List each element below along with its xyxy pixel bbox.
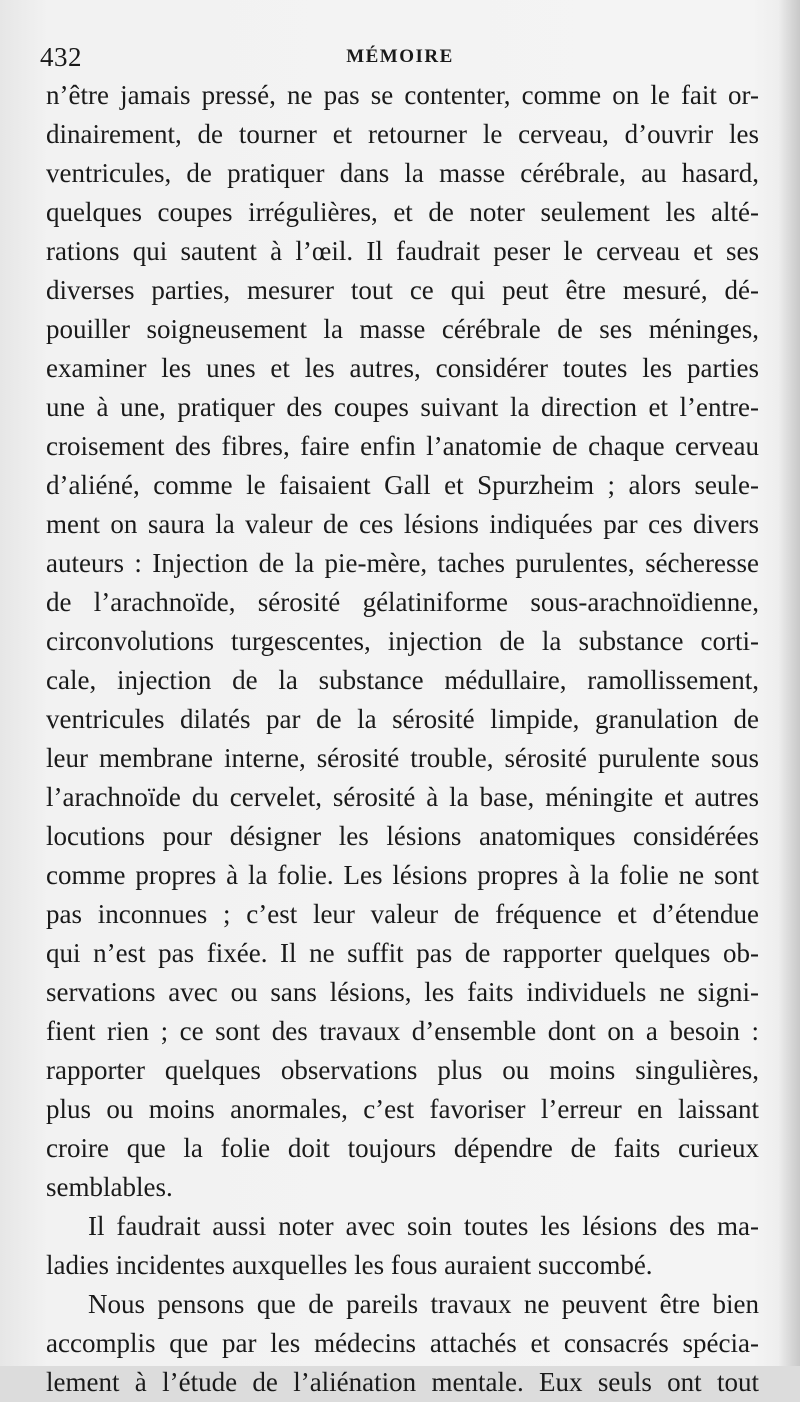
text-line: croisement des fibres, faire enfin l’anatomie de chaque cerveau <box>46 431 759 461</box>
text-line: ventricules, de pratiquer dans la masse cérébrale, au hasard, <box>46 158 759 188</box>
body-text <box>46 76 759 1402</box>
text-line: lement à l’étude de l’aliénation mentale. Eux seuls ont tout <box>46 1367 759 1397</box>
text-line: leur membrane interne, sérosité trouble, sérosité purulente sous <box>46 743 759 773</box>
text-line: d’aliéné, comme le faisaient Gall et Spurzheim ; alors seule- <box>46 470 759 500</box>
text-line: pas inconnues ; c’est leur valeur de fréquence et d’étendue <box>46 899 759 929</box>
running-head <box>40 36 760 76</box>
text-line: servations avec ou sans lésions, les faits individuels ne signi- <box>46 977 759 1007</box>
page-number: 432 <box>40 42 82 72</box>
text-line: dinairement, de tourner et retourner le cerveau, d’ouvrir les <box>46 119 759 149</box>
text-line: semblables. <box>46 1172 173 1202</box>
text-line: rations qui sautent à l’œil. Il faudrait peser le cerveau et ses <box>46 236 759 266</box>
text-line: rapporter quelques observations plus ou moins singulières, <box>46 1055 759 1085</box>
paragraph <box>46 76 759 1207</box>
text-line: circonvolutions turgescentes, injection de la substance corti- <box>46 626 759 656</box>
paragraph <box>46 1285 759 1402</box>
page-gutter-shadow <box>778 0 800 1366</box>
text-line: accomplis que par les médecins attachés et consacrés spécia- <box>46 1328 759 1358</box>
running-title: MÉMOIRE <box>346 46 454 67</box>
text-line: examiner les unes et les autres, considérer toutes les parties <box>46 353 759 383</box>
text-line: pouiller soigneusement la masse cérébrale de ses méninges, <box>46 314 759 344</box>
text-line: qui n’est pas fixée. Il ne suffit pas de rapporter quelques ob- <box>46 938 759 968</box>
text-line: auteurs : Injection de la pie-mère, taches purulentes, sécheresse <box>46 548 759 578</box>
text-line: n’être jamais pressé, ne pas se contenter, comme on le fait or- <box>46 80 759 110</box>
text-line: fient rien ; ce sont des travaux d’ensemble dont on a besoin : <box>46 1016 759 1046</box>
text-line: Nous pensons que de pareils travaux ne peuvent être bien <box>88 1289 759 1319</box>
text-line: diverses parties, mesurer tout ce qui peut être mesuré, dé- <box>46 275 759 305</box>
text-line: croire que la folie doit toujours dépendre de faits curieux <box>46 1133 759 1163</box>
text-line: Il faudrait aussi noter avec soin toutes les lésions des ma- <box>88 1211 759 1241</box>
text-line: ladies incidentes auxquelles les fous auraient succombé. <box>46 1250 653 1280</box>
text-line: plus ou moins anormales, c’est favoriser l’erreur en laissant <box>46 1094 759 1124</box>
text-line: ventricules dilatés par de la sérosité limpide, granulation de <box>46 704 759 734</box>
text-line: de l’arachnoïde, sérosité gélatiniforme sous-arachnoïdienne, <box>46 587 759 617</box>
text-line: ment on saura la valeur de ces lésions indiquées par ces divers <box>46 509 759 539</box>
text-line: comme propres à la folie. Les lésions propres à la folie ne sont <box>46 860 759 890</box>
text-line: une à une, pratiquer des coupes suivant la direction et l’entre- <box>46 392 759 422</box>
text-line: l’arachnoïde du cervelet, sérosité à la base, méningite et autres <box>46 782 759 812</box>
paragraph <box>46 1207 759 1285</box>
text-line: cale, injection de la substance médullaire, ramollissement, <box>46 665 759 695</box>
text-line: locutions pour désigner les lésions anatomiques considérées <box>46 821 759 851</box>
text-line: quelques coupes irrégulières, et de noter seulement les alté- <box>46 197 759 227</box>
